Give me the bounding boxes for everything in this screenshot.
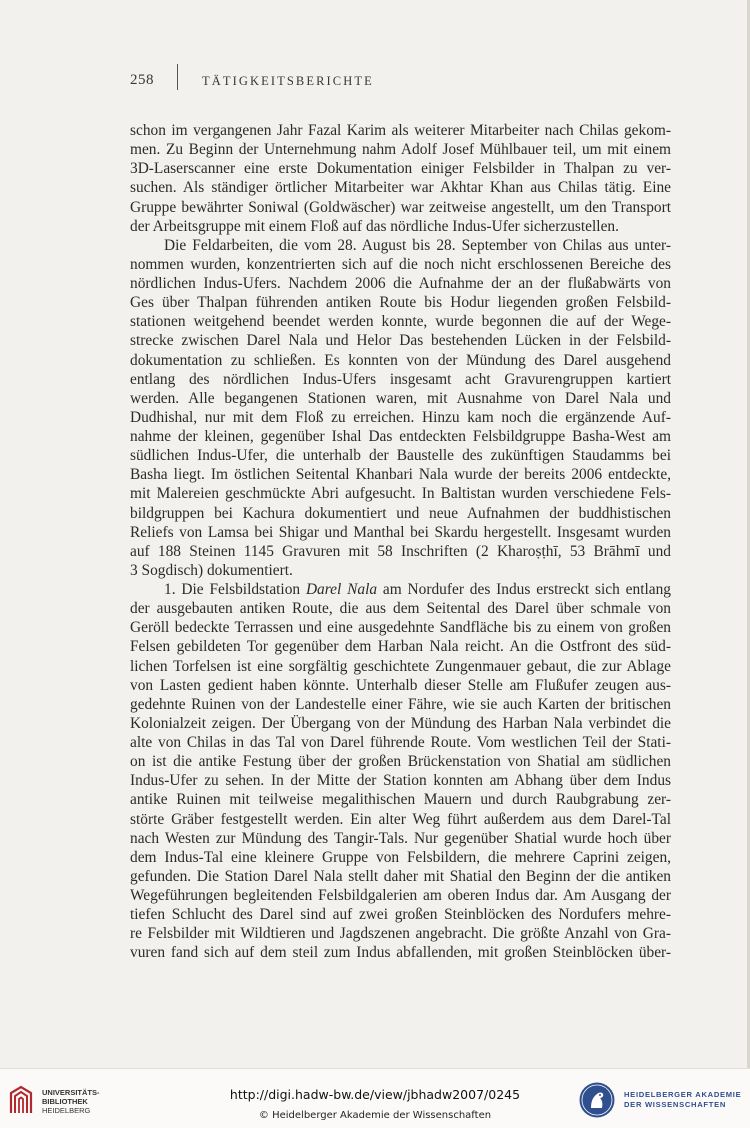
text-line: on ist die antike Festung über der großen Brückenstation von Shatial am südlichen [130, 753, 671, 771]
running-title: TÄTIGKEITSBERICHTE [202, 74, 374, 88]
text-line: men. Zu Beginn der Unternehmung nahm Adolf Josef Mühlbauer teil, um mit einem [130, 141, 671, 159]
text-line: auf 188 Steinen 1145 Gravuren mit 58 Inschriften (2 Kharoṣṭhī, 53 Brāhmī und [130, 542, 671, 560]
text-line: Reliefs von Lamsa bei Shigar und Manthal bei Skardu hergestellt. Insgesamt wurden [130, 523, 671, 541]
text-line: von Lasten gedient haben könnte. Unterhalb dieser Stelle am Flußufer zeugen aus- [130, 676, 671, 694]
text-line: südlichen Indus-Ufer, die unterhalb der Baustelle des zukünftigen Staudamms bei [130, 447, 671, 465]
text-line: nördlichen Indus-Ufers. Nachdem 2006 die Aufnahme der an der flußabwärts von [130, 275, 671, 292]
paragraph-1 [130, 121, 671, 236]
text-line: dokumentation zu schließen. Es konnten von der Mündung des Darel ausgehend [130, 351, 671, 369]
library-name-line: HEIDELBERG [42, 1106, 91, 1115]
paragraph-2 [130, 236, 671, 580]
text-line: lichen Torfelsen ist eine sorgfältig geschichtete Zungenmauer gebaut, die zur Ablage [130, 657, 671, 675]
text-line [130, 580, 671, 599]
text-line: Dudhishal, nur mit dem Floß zu erreichen. Hinzu kam noch die ergänzende Auf- [130, 408, 671, 426]
text-line: Wegeführungen begleitenden Felsbildgalerien am oberen Indus dar. Am Ausgang der [130, 887, 671, 904]
text-line: 3D-Laserscanner eine erste Dokumentation einiger Felsbilder in Thalpan zu ver- [130, 160, 671, 178]
copyright-notice: © Heidelberger Akademie der Wissenschaften [258, 1110, 492, 1121]
academy-name-line: HEIDELBERGER AKADEMIE [624, 1090, 742, 1099]
text-line: Kolonialzeit zeigen. Der Übergang von der Mündung des Harban Nala verbindet die [130, 714, 671, 732]
text-line: 3 Sogdisch) dokumentiert. [130, 561, 293, 579]
text-line: Ges über Thalpan führenden antiken Route bis Hodur liegenden großen Felsbild- [130, 294, 671, 312]
text-line: werden. Alle begangenen Stationen waren, mit Ausnahme von Darel Nala und [130, 389, 671, 407]
text-line: störte Gräber festgestellt werden. Ein alter Weg führt außerdem aus dem Darel-Tal [130, 810, 671, 828]
text-line: Basha liegt. Im östlichen Seitental Khanbari Nala wurde der bereits 2006 entdeckte, [130, 466, 671, 484]
text-line: antike Ruinen mit teilweise megalithischen Mauern und durch Raubgrabung zer- [130, 791, 671, 809]
text-line: nach Westen zur Mündung des Tangir-Tals. Nur gegenüber Shatial wurde hoch über [130, 829, 671, 847]
section-lead: 1. Die Felsbildstation [164, 581, 301, 598]
text-line: re Felsbilder mit Wildtieren und Jagdszenen angebracht. Die größte Anzahl von Gra- [130, 925, 671, 943]
academy-seal-icon[interactable] [578, 1081, 616, 1119]
text-line: strecke zwischen Darel Nala und Helor Das bestehenden Lücken in der Felsbild- [130, 332, 671, 350]
text-line: der Arbeitsgruppe mit einem Floß auf das nördliche Indus-Ufer sicherzustellen. [130, 217, 619, 235]
text-line: der ausgebauten antiken Route, die aus dem Seitental des Darel über schmale von [130, 600, 671, 618]
page-number: 258 [130, 72, 154, 88]
text-line: Indus-Ufer zu sehen. In der Mitte der Station konnten am Abhang über dem Indus [130, 772, 671, 790]
text-line: Gruppe bewährter Soniwal (Goldwäscher) war zeitweise angestellt, um den Transport [130, 198, 671, 216]
text-line: entlang des nördlichen Indus-Ufers insgesamt acht Gravurengruppen kartiert [130, 370, 671, 388]
text-line: Felsen gebildeten Tor gegenüber dem Harban Nala reicht. An die Ostfront des süd- [130, 638, 671, 656]
text-line: dem Indus-Tal eine kleinere Gruppe von Felsbildern, die mehrere Caprini zeigen, [130, 848, 671, 866]
library-name-line: UNIVERSITÄTS- [42, 1088, 100, 1097]
paragraph-3 [130, 580, 671, 963]
text-line: nommen wurden, konzentrierten sich auf die noch nicht erschlossenen Bereiche des [130, 255, 671, 273]
library-name-line: BIBLIOTHEK [42, 1097, 88, 1106]
header-divider [177, 64, 178, 90]
page-header [0, 72, 750, 94]
body-text [130, 121, 671, 963]
text-line: mit Malereien geschmückte Abri aufgesucht. In Baltistan wurden verschiedene Fels- [130, 485, 671, 503]
station-name: Darel Nala [305, 581, 378, 598]
text-line: gedehnte Ruinen von der Landestelle einer Fähre, wie sie auch Karten der britischen [130, 695, 671, 713]
text-line: alte von Chilas in das Tal von Darel führende Route. Vom westlichen Teil der Stati- [130, 734, 671, 751]
text-line: nahme der kleinen, gegenüber Ishal Das entdeckten Felsbildgruppe Basha-West am [130, 428, 671, 445]
permalink-url[interactable]: http://digi.hadw-bw.de/view/jbhadw2007/0245 [229, 1087, 521, 1102]
text-line: vuren fand sich auf dem steil zum Indus abfallenden, mit großen Steinblöcken über- [130, 944, 671, 962]
text-line: schon im vergangenen Jahr Fazal Karim als weiterer Mitarbeiter nach Chilas gekom- [130, 122, 671, 139]
text-line: tiefen Schlucht des Darel sind auf zwei großen Steinblöcken des Nordufers mehre- [130, 906, 671, 924]
section-lead-rest: am Nordufer des Indus erstreckt sich entlang [382, 581, 671, 598]
text-line: gefunden. Die Station Darel Nala stellt daher mit Shatial den Beginn der die antiken [130, 867, 671, 885]
text-line: suchen. Als ständiger örtlicher Mitarbeiter war Akhtar Khan aus Chilas tätig. Eine [130, 179, 671, 197]
viewer-footer [0, 1068, 750, 1128]
text-line: bildgruppen bei Kachura dokumentiert und neue Aufnahmen der buddhistischen [130, 504, 671, 522]
text-line: Geröll bedeckte Terrassen und eine ausgedehnte Sandfläche bis zu einem von großen [130, 619, 671, 637]
academy-name [624, 1090, 741, 1110]
text-line: stationen weitgehend beendet werden konnte, wurde begonnen die auf der Wege- [130, 313, 671, 331]
academy-name-line: DER WISSENSCHAFTEN [624, 1100, 727, 1109]
text-line: Die Feldarbeiten, die vom 28. August bis 28. September von Chilas aus unter- [164, 236, 671, 254]
